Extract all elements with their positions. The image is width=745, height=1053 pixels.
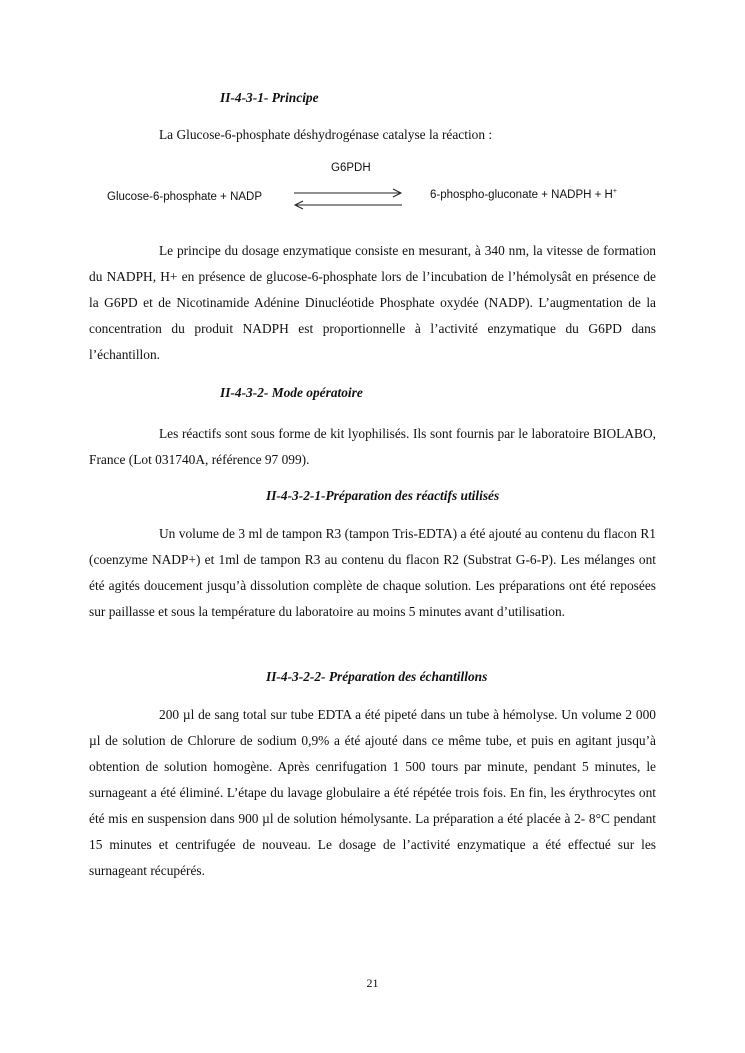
reaction-products-superscript: + xyxy=(612,188,617,196)
heading-principe: II-4-3-1- Principe xyxy=(220,90,319,105)
reaction-intro: La Glucose-6-phosphate déshydrogénase catalyse la réaction : xyxy=(159,127,493,142)
reaction-substrates: Glucose-6-phosphate + NADP xyxy=(107,191,263,203)
reversible-arrow-icon xyxy=(292,187,404,211)
reaction-products-text: 6-phospho-gluconate + NADPH + H xyxy=(430,189,613,201)
paragraph-principe: Le principe du dosage enzymatique consiste en mesurant, à 340 nm, la vitesse de formation du NADPH, H+ en présence de glucose-6-phosphate lors de l’incubation de l’hémolysât en présence de la G6PD et de Nicotinamide Adénine Dinucléotide Phosphate oxydée (NADP). L’augmentation de la concentration du produit NADPH est proportionnelle à l’activité enzymatique du G6PD dans l’échantillon. xyxy=(89,243,656,362)
paragraph-preparation-reactifs: Un volume de 3 ml de tampon R3 (tampon Tris-EDTA) a été ajouté au contenu du flacon R1 (coenzyme NADP+) et 1ml de tampon R3 au contenu du flacon R2 (Substrat G-6-P). Les mélanges ont été agités doucement jusqu’à dissolution complète de chaque solution. Les préparations ont été reposées sur paillasse et sous la température du laboratoire au moins 5 minutes avant d’utilisation. xyxy=(89,526,656,619)
reaction-products xyxy=(430,189,617,201)
reaction-enzyme: G6PDH xyxy=(331,162,371,174)
heading-mode-operatoire: II-4-3-2- Mode opératoire xyxy=(220,385,363,400)
heading-preparation-reactifs: II-4-3-2-1-Préparation des réactifs utilisés xyxy=(266,488,500,503)
paragraph-reactifs: Les réactifs sont sous forme de kit lyophilisés. Ils sont fournis par le laboratoire BIOLABO, France (Lot 031740A, référence 97 099). xyxy=(89,426,656,467)
page-number: 21 xyxy=(366,976,379,990)
heading-preparation-echantillons: II-4-3-2-2- Préparation des échantillons xyxy=(266,669,488,684)
paragraph-preparation-echantillons: 200 µl de sang total sur tube EDTA a été pipeté dans un tube à hémolyse. Un volume 2 000 µl de solution de Chlorure de sodium 0,9% a été ajouté dans ce même tube, et puis en agitant jusqu’à obtention de solution homogène. Après cenrifugation 1 500 tours par minute, pendant 5 minutes, le surnageant a été éliminé. L’étape du lavage globulaire a été répétée trois fois. En fin, les érythrocytes ont été mis en suspension dans 900 µl de solution hémolysante. La préparation a été placée à 2- 8°C pendant 15 minutes et centrifugée de nouveau. Le dosage de l’activité enzymatique a été effectué sur les surnageant récupérés. xyxy=(89,707,656,878)
